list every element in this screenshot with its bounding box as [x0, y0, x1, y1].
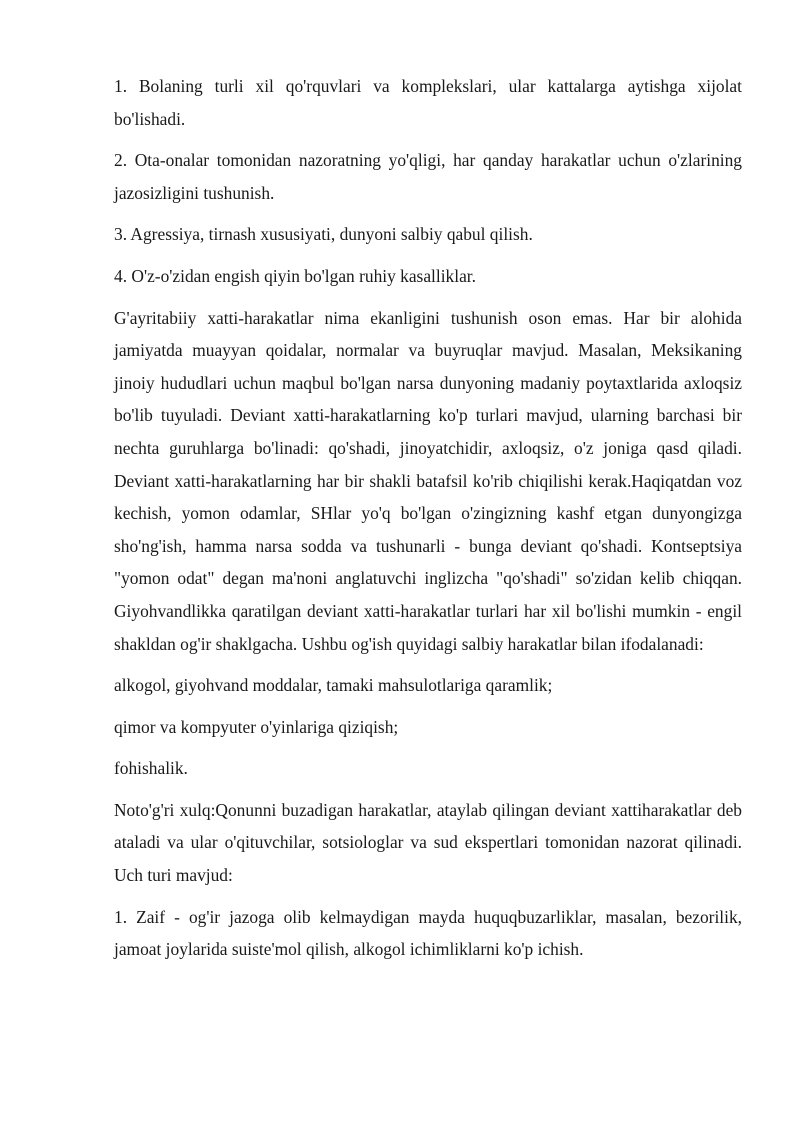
paragraph-reason-4: 4. O'z-o'zidan engish qiyin bo'lgan ruhiy kasalliklar.	[114, 265, 476, 286]
document-page	[114, 70, 742, 975]
paragraph-addiction-item-3: fohishalik.	[114, 758, 188, 779]
paragraph-reason-1: 1. Bolaning turli xil qo'rquvlari va komplekslari, ular kattalarga aytishga xijolat bo'lishadi.	[114, 76, 742, 129]
paragraph-misconduct: Noto'g'ri xulq:Qonunni buzadigan harakatlar, ataylab qilingan deviant xattiharakatlar deb ataladi va ular o'qituvchilar, sotsiologlar va sud ekspertlari tomonidan nazorat qilinadi. Uch turi mavjud:	[114, 799, 742, 886]
paragraph-reason-2: 2. Ota-onalar tomonidan nazoratning yo'qligi, har qanday harakatlar uchun o'zlarining jazosizligini tushunish.	[114, 150, 742, 203]
paragraph-reason-3: 3. Agressiya, tirnash xususiyati, dunyoni salbiy qabul qilish.	[114, 224, 533, 245]
paragraph-misconduct-type-1: 1. Zaif - og'ir jazoga olib kelmaydigan mayda huquqbuzarliklar, masalan, bezorilik, jamoat joylarida suiste'mol qilish, alkogol ichimliklarni ko'p ichish.	[114, 906, 742, 960]
paragraph-addiction-item-2: qimor va kompyuter o'yinlariga qiziqish;	[114, 716, 399, 737]
paragraph-deviant-behavior: G'ayritabiiy xatti-harakatlar nima ekanligini tushunish oson emas. Har bir alohida jamiyatda muayyan qoidalar, normalar va buyruqlar mavjud. Masalan, Meksikaning jinoiy hududlari uchun maqbul bo'lgan narsa dunyoning madaniy poytaxtlarida axloqsiz bo'lib tuyuladi. Deviant xatti-harakatlarning ko'p turlari mavjud, ularning barchasi bir nechta guruhlarga bo'linadi: qo'shadi, jinoyatchidir, axloqsiz, o'z joniga qasd qiladi. Deviant xatti-harakatlarning har bir shakli batafsil ko'rib chiqilishi kerak.Haqiqatdan voz kechish, yomon odamlar, SHlar yo'q bo'lgan o'zingizning kashf etgan dunyongizga sho'ng'ish, hamma narsa sodda va tushunarli - bunga deviant qo'shadi. Kontseptsiya "yomon odat" degan ma'noni anglatuvchi inglizcha "qo'shadi" so'zidan kelib chiqqan. Giyohvandlikka qaratilgan deviant xatti-harakatlar turlari har xil bo'lishi mumkin - engil shakldan og'ir shaklgacha. Ushbu og'ish quyidagi salbiy harakatlar bilan ifodalanadi:	[114, 307, 742, 654]
paragraph-addiction-item-1: alkogol, giyohvand moddalar, tamaki mahsulotlariga qaramlik;	[114, 675, 553, 696]
